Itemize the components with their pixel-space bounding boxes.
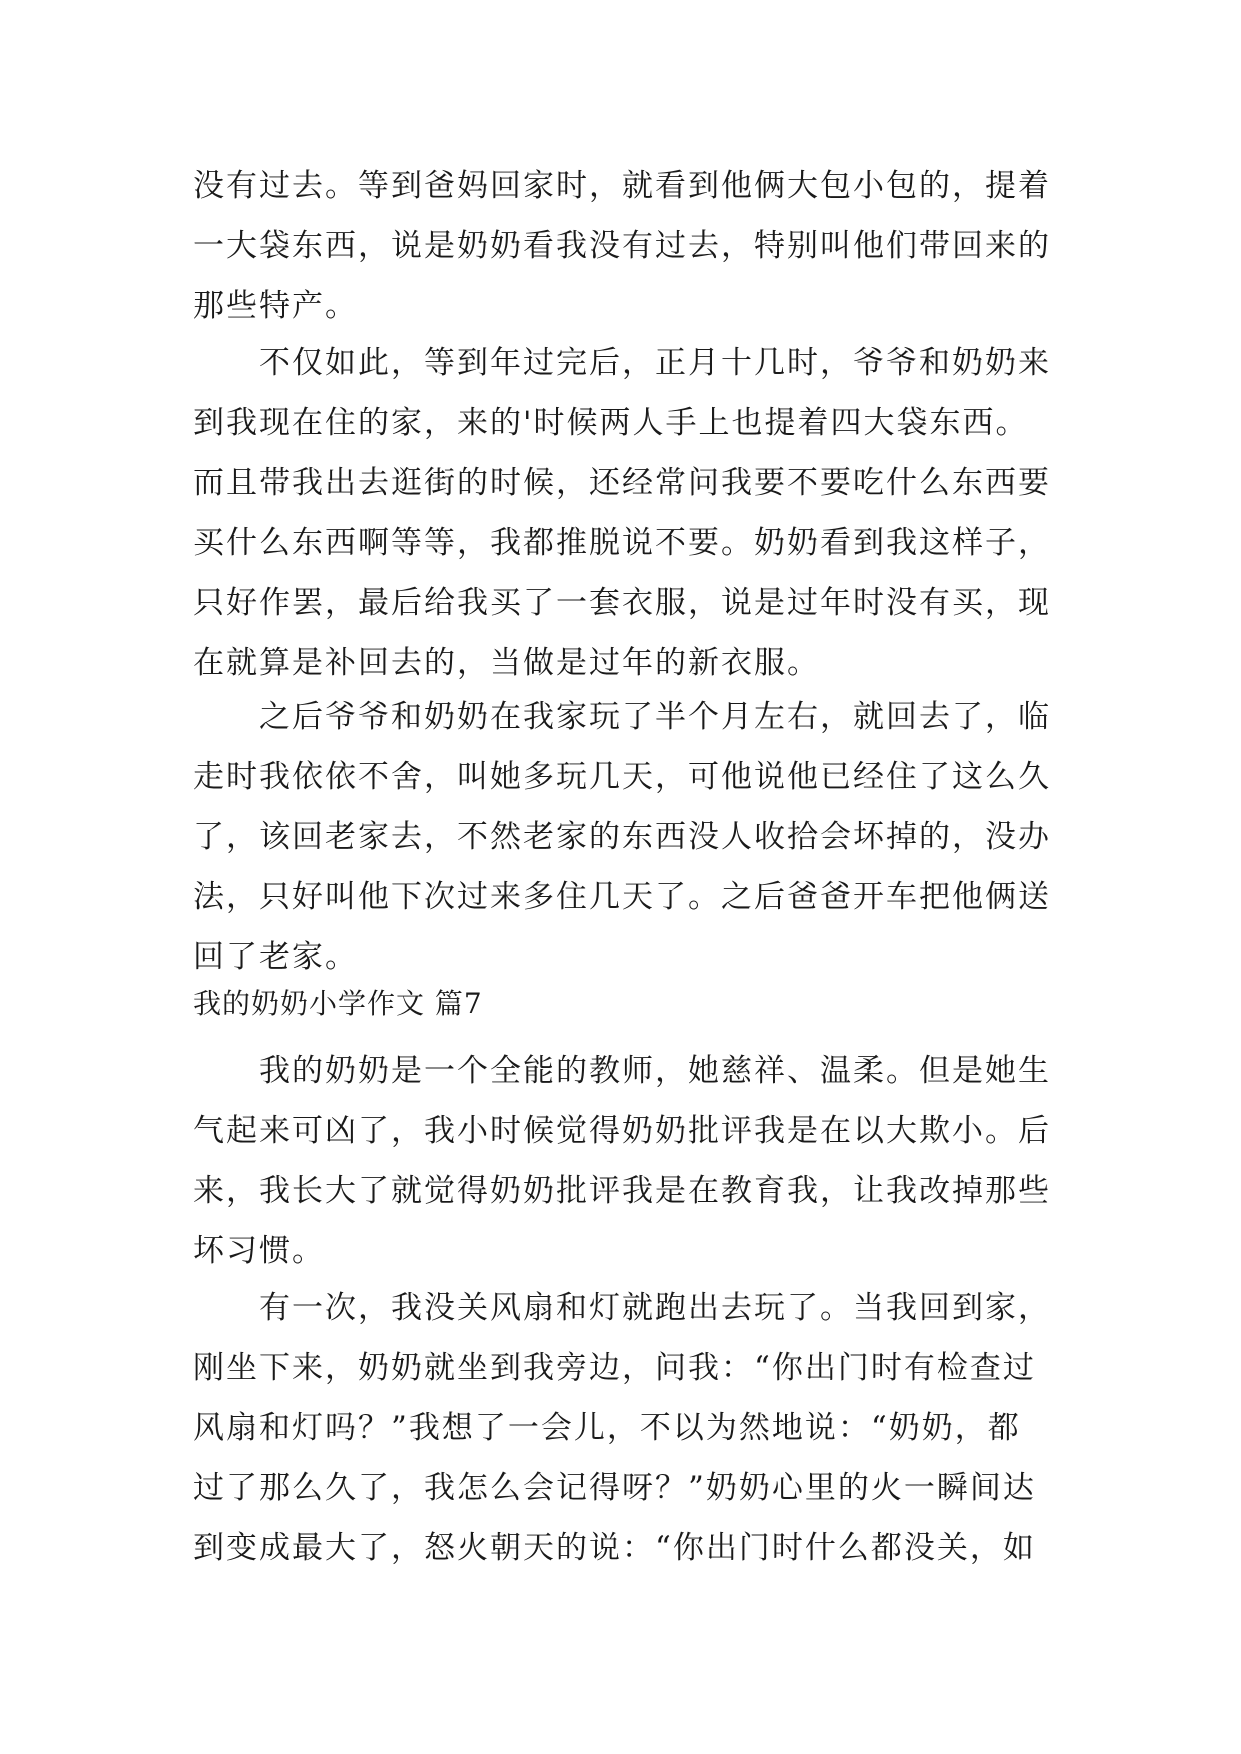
paragraph-3 bbox=[193, 687, 1061, 987]
text-line: 风扇和灯吗？”我想了一会儿，不以为然地说：“奶奶，都 bbox=[193, 1410, 1021, 1446]
text-line: 到我现在住的家，来的'时候两人手上也提着四大袋东西。 bbox=[193, 405, 1029, 441]
text-line: 回了老家。 bbox=[193, 939, 358, 975]
text-line: 我的奶奶是一个全能的教师，她慈祥、温柔。但是她生 bbox=[259, 1053, 1051, 1089]
text-line: 买什么东西啊等等，我都推脱说不要。奶奶看到我这样子， bbox=[193, 525, 1051, 561]
text-line: 法，只好叫他下次过来多住几天了。之后爸爸开车把他俩送 bbox=[193, 879, 1051, 915]
text-line: 一大袋东西，说是奶奶看我没有过去，特别叫他们带回来的 bbox=[193, 228, 1051, 264]
text-line: 过了那么久了，我怎么会记得呀？”奶奶心里的火一瞬间达 bbox=[193, 1470, 1036, 1506]
text-line: 气起来可凶了，我小时候觉得奶奶批评我是在以大欺小。后 bbox=[193, 1113, 1051, 1149]
paragraph-1 bbox=[193, 156, 1061, 336]
text-line: 在就算是补回去的，当做是过年的新衣服。 bbox=[193, 645, 820, 681]
text-line: 而且带我出去逛街的时候，还经常问我要不要吃什么东西要 bbox=[193, 465, 1051, 501]
text-line: 走时我依依不舍，叫她多玩几天，可他说他已经住了这么久 bbox=[193, 759, 1051, 795]
paragraph-5 bbox=[193, 1278, 1061, 1578]
text-line: 之后爷爷和奶奶在我家玩了半个月左右，就回去了，临 bbox=[259, 699, 1051, 735]
text-line: 没有过去。等到爸妈回家时，就看到他俩大包小包的，提着 bbox=[193, 168, 1051, 204]
text-line: 那些特产。 bbox=[193, 288, 358, 324]
text-line: 到变成最大了，怒火朝天的说：“你出门时什么都没关，如 bbox=[193, 1530, 1036, 1566]
section-heading bbox=[193, 978, 1061, 1030]
text-line: 刚坐下来，奶奶就坐到我旁边，问我：“你出门时有检查过 bbox=[193, 1350, 1036, 1386]
text-line: 只好作罢，最后给我买了一套衣服，说是过年时没有买，现 bbox=[193, 585, 1051, 621]
text-line: 坏习惯。 bbox=[193, 1233, 325, 1269]
essay-title: 我的奶奶小学作文 篇7 bbox=[193, 987, 483, 1020]
text-line: 有一次，我没关风扇和灯就跑出去玩了。当我回到家， bbox=[259, 1290, 1051, 1326]
text-line: 不仅如此，等到年过完后，正月十几时，爷爷和奶奶来 bbox=[259, 345, 1051, 381]
paragraph-2 bbox=[193, 333, 1061, 693]
text-line: 了，该回老家去，不然老家的东西没人收拾会坏掉的，没办 bbox=[193, 819, 1051, 855]
paragraph-4 bbox=[193, 1041, 1061, 1281]
text-line: 来，我长大了就觉得奶奶批评我是在教育我，让我改掉那些 bbox=[193, 1173, 1051, 1209]
